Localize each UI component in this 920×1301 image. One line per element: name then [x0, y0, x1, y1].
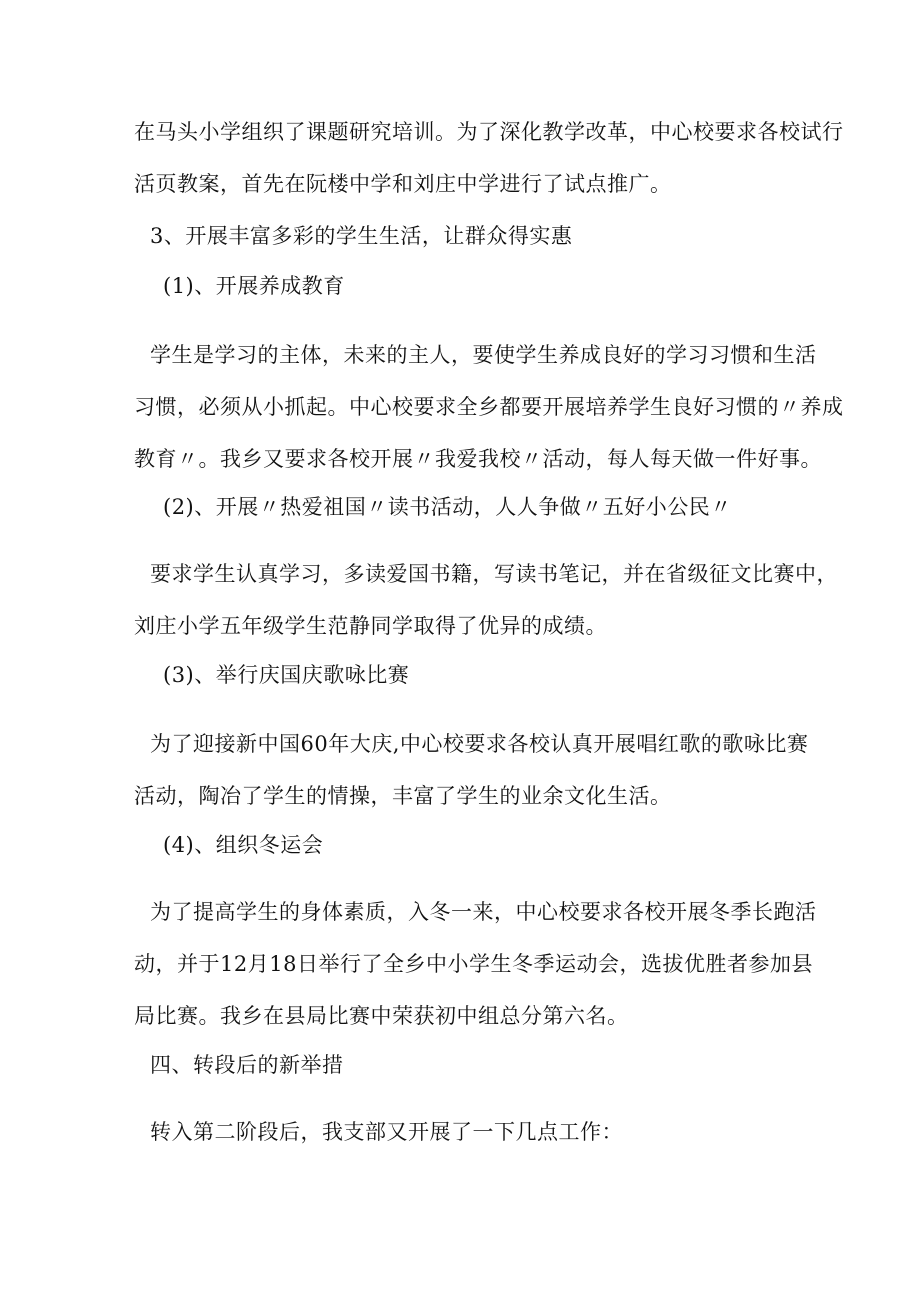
body-text-line: 为了迎接新中国60年大庆,中心校要求各校认真开展唱红歌的歌咏比赛: [150, 732, 809, 756]
body-text-line: 为了提高学生的身体素质，入冬一来，中心校要求各校开展冬季长跑活: [150, 900, 817, 924]
section-heading: 3、开展丰富多彩的学生生活，让群众得实惠: [150, 224, 573, 248]
subsection-heading: (2)、开展〃热爱祖国〃读书活动，人人争做〃五好小公民〃: [163, 495, 732, 519]
body-text-line: 活页教案，首先在阮楼中学和刘庄中学进行了试点推广。: [134, 172, 672, 196]
subsection-heading: (3)、举行庆国庆歌咏比赛: [163, 663, 410, 687]
body-text-line: 活动，陶冶了学生的情操，丰富了学生的业余文化生活。: [134, 784, 672, 808]
subsection-heading: (4)、组织冬运会: [163, 833, 324, 857]
body-text-line: 在马头小学组织了课题研究培训。为了深化教学改革，中心校要求各校试行: [134, 120, 844, 144]
body-text-line: 学生是学习的主体，未来的主人，要使学生养成良好的学习习惯和生活: [150, 343, 817, 367]
body-text-line: 刘庄小学五年级学生范静同学取得了优异的成绩。: [134, 614, 607, 638]
body-text-line: 转入第二阶段后，我支部又开展了一下几点工作：: [150, 1120, 623, 1144]
body-text-line: 动，并于12月18日举行了全乡中小学生冬季运动会，选拔优胜者参加县: [134, 952, 813, 976]
section-heading: 四、转段后的新举措: [150, 1053, 344, 1077]
body-text-line: 教育〃。我乡又要求各校开展〃我爱我校〃活动，每人每天做一件好事。: [134, 447, 822, 471]
body-text-line: 要求学生认真学习，多读爱国书籍，写读书笔记，并在省级征文比赛中，: [150, 562, 838, 586]
body-text-line: 局比赛。我乡在县局比赛中荣获初中组总分第六名。: [134, 1004, 629, 1028]
body-text-line: 习惯，必须从小抓起。中心校要求全乡都要开展培养学生良好习惯的〃养成: [134, 395, 844, 419]
subsection-heading: (1)、开展养成教育: [163, 274, 345, 298]
